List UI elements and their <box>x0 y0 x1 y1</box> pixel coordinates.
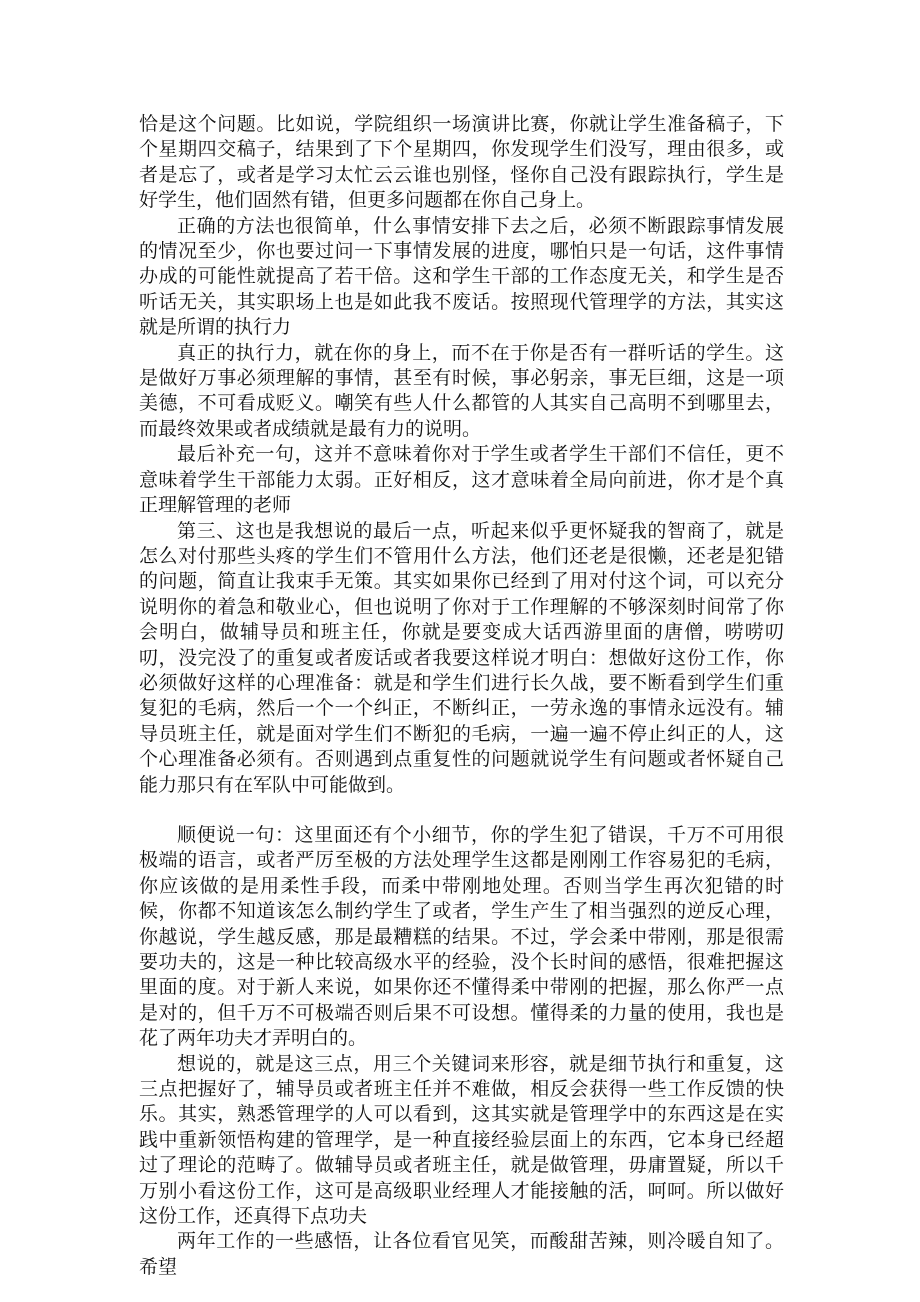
paragraph-spacer <box>139 798 784 823</box>
paragraph-7: 想说的，就是这三点，用三个关键词来形容，就是细节执行和重复，这三点把握好了，辅导员或者班主任并不难做，相反会获得一些工作反馈的快乐。其实，熟悉管理学的人可以看到，这其实就是管理学中的东西这是在实践中重新领悟构建的管理学，是一种直接经验层面上的东西，它本身已经超过了理论的范畴了。做辅导员或者班主任，就是做管理，毋庸置疑，所以千万别小看这份工作，这可是高级职业经理人才能接触的活，呵呵。所以做好这份工作，还真得下点功夫 <box>139 1052 784 1228</box>
paragraph-2: 正确的方法也很简单，什么事情安排下去之后，必须不断跟踪事情发展的情况至少，你也要过问一下事情发展的进度，哪怕只是一句话，这件事情办成的可能性就提高了若干倍。这和学生干部的工作态度无关，和学生是否听话无关，其实职场上也是如此我不废话。按照现代管理学的方法，其实这就是所谓的执行力 <box>139 214 784 339</box>
paragraph-6: 顺便说一句：这里面还有个小细节，你的学生犯了错误，千万不可用很极端的语言，或者严厉至极的方法处理学生这都是刚刚工作容易犯的毛病，你应该做的是用柔性手段，而柔中带刚地处理。否则当学生再次犯错的时候，你都不知道该怎么制约学生了或者，学生产生了相当强烈的逆反心理，你越说，学生越反感，那是最糟糕的结果。不过，学会柔中带刚，那是很需要功夫的，这是一种比较高级水平的经验，没个长时间的感悟，很难把握这里面的度。对于新人来说，如果你还不懂得柔中带刚的把握，那么你严一点是对的，但千万不可极端否则后果不可设想。懂得柔的力量的使用，我也是花了两年功夫才弄明白的。 <box>139 823 784 1050</box>
paragraph-1: 恰是这个问题。比如说，学院组织一场演讲比赛，你就让学生准备稿子，下个星期四交稿子，结果到了下个星期四，你发现学生们没写，理由很多，或者是忘了，或者是学习太忙云云谁也别怪，怪你自己没有跟踪执行，学生是好学生，他们固然有错，但更多问题都在你自己身上。 <box>139 113 784 212</box>
paragraph-8: 两年工作的一些感悟，让各位看官见笑，而酸甜苦辣，则冷暖自知了。希望 <box>139 1230 784 1278</box>
paragraph-3: 真正的执行力，就在你的身上，而不在于你是否有一群听话的学生。这是做好万事必须理解的事情，甚至有时候，事必躬亲，事无巨细，这是一项美德，不可看成贬义。嘲笑有些人什么都管的人其实自己高明不到哪里去，而最终效果或者成绩就是最有力的说明。 <box>139 341 784 440</box>
paragraph-5: 第三、这也是我想说的最后一点，听起来似乎更怀疑我的智商了，就是怎么对付那些头疼的学生们不管用什么方法，他们还老是很懒，还老是犯错的问题，简直让我束手无策。其实如果你已经到了用对付这个词，可以充分说明你的着急和敬业心，但也说明了你对于工作理解的不够深刻时间常了你会明白，做辅导员和班主任，你就是要变成大话西游里面的唐僧，唠唠叨叨，没完没了的重复或者废话或者我要这样说才明白：想做好这份工作，你必须做好这样的心理准备：就是和学生们进行长久战，要不断看到学生们重复犯的毛病，然后一个一个纠正，不断纠正，一劳永逸的事情永远没有。辅导员班主任，就是面对学生们不断犯的毛病，一遍一遍不停止纠正的人，这个心理准备必须有。否则遇到点重复性的问题就说学生有问题或者怀疑自己能力那只有在军队中可能做到。 <box>139 519 784 796</box>
document-page <box>139 112 784 1280</box>
paragraph-4: 最后补充一句，这并不意味着你对于学生或者学生干部们不信任，更不意味着学生干部能力太弱。正好相反，这才意味着全局向前进，你才是个真正理解管理的老师 <box>139 443 784 517</box>
